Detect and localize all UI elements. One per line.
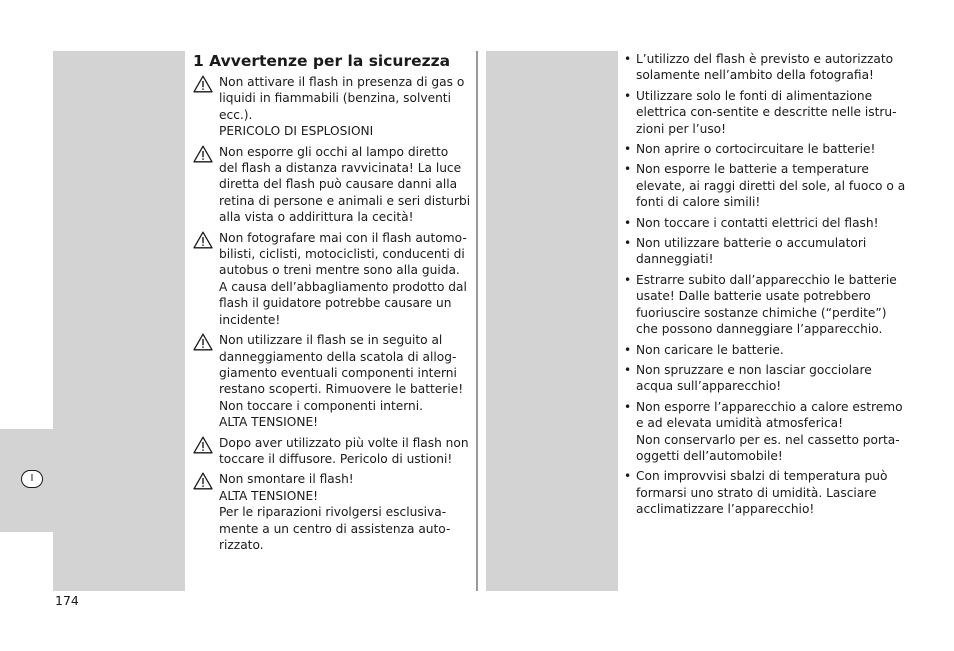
warning-triangle-icon [193, 231, 213, 249]
bullet-marker: • [624, 88, 632, 103]
warning-text-line: liquidi in fiammabili (benzina, solventi [219, 91, 451, 106]
warning-text-line: Non fotografare mai con il flash automo- [219, 230, 467, 245]
page-number: 174 [55, 593, 79, 608]
bullet-text-line: elevate, ai raggi diretti del sole, al fuoco o a [636, 178, 906, 193]
warning-text-line: ALTA TENSIONE! [219, 488, 319, 503]
warning-triangle-icon [193, 436, 213, 454]
bullet-item [624, 468, 906, 517]
bullet-marker: • [624, 236, 632, 251]
warning-text-line: Non toccare i componenti interni. [219, 398, 424, 413]
warning-text-line: autobus o treni mentre sono alla guida. [219, 263, 460, 278]
bullet-item [624, 88, 906, 137]
bullet-marker: • [624, 215, 632, 230]
warning-text-line: alla vista o addirittura la cecità! [219, 210, 414, 225]
warning-item [193, 230, 469, 328]
bullet-text-line: che possono danneggiare l’apparecchio. [636, 322, 883, 337]
warning-text-line: Non smontare il flash! [219, 472, 354, 487]
bullet-marker: • [624, 52, 632, 66]
language-badge: I [21, 470, 43, 488]
warning-triangle-icon [193, 75, 213, 93]
bullet-text-line: L’utilizzo del flash è previsto e autorizzato [636, 52, 894, 66]
warning-text-line: incidente! [219, 312, 281, 327]
bullet-text-line: Non toccare i contatti elettrici del flash! [636, 215, 879, 230]
warning-triangle-icon [193, 145, 213, 163]
warning-text-line: retina di persone e animali e seri disturbi [219, 193, 471, 208]
column-divider [476, 51, 478, 591]
bullet-item [624, 362, 906, 395]
bullet-text-line: solamente nell’ambito della fotografia! [636, 68, 874, 83]
bullet-text-line: danneggiati! [636, 252, 714, 267]
bullet-item [624, 161, 906, 210]
warning-text-line: bilisti, ciclisti, motociclisti, conducenti di [219, 247, 465, 262]
warning-item [193, 435, 469, 468]
bullet-item [624, 235, 906, 268]
warning-text-line: PERICOLO DI ESPLOSIONI [219, 124, 374, 139]
bullet-item [624, 51, 906, 84]
bullet-text-line: Non utilizzare batterie o accumulatori [636, 236, 867, 251]
warning-text-line: diretta del flash può causare danni alla [219, 177, 458, 192]
warning-text-line: mente a un centro di assistenza auto- [219, 521, 451, 536]
warning-item [193, 144, 469, 226]
section-title: 1 Avvertenze per la sicurezza [193, 52, 451, 70]
bullet-text-line: oggetti dell’automobile! [636, 448, 783, 463]
bullet-text-line: formarsi uno strato di umidità. Lasciare [636, 485, 877, 500]
warning-text-line: ecc.). [219, 107, 253, 122]
warning-triangle-icon [193, 333, 213, 351]
bullet-marker: • [624, 362, 632, 377]
bullet-text-line: usate! Dalle batterie usate potrebbero [636, 289, 871, 304]
bullets-list [624, 51, 906, 518]
warning-text-line: A causa dell’abbagliamento prodotto dal [219, 279, 467, 294]
warning-text-line: flash il guidatore potrebbe causare un [219, 296, 452, 311]
right-margin-panel [486, 51, 618, 591]
bullet-text-line: elettrica con-sentite e descritte nelle istru- [636, 105, 897, 120]
bullet-marker: • [624, 142, 632, 157]
bullet-marker: • [624, 469, 632, 484]
warning-text-line: Non esporre gli occhi al lampo diretto [219, 144, 449, 159]
safety-bullets-column [624, 51, 906, 522]
bullet-item [624, 399, 906, 465]
bullet-item [624, 215, 906, 231]
bullet-text-line: Non aprire o cortocircuitare le batterie! [636, 142, 876, 157]
warning-text-line: ALTA TENSIONE! [219, 415, 319, 430]
warning-text-line: danneggiamento della scatola di allog- [219, 349, 457, 364]
bullet-item [624, 272, 906, 338]
warning-item [193, 332, 469, 430]
warning-text-line: Non attivare il flash in presenza di gas o [219, 75, 465, 89]
bullet-item [624, 342, 906, 358]
bullet-text-line: Con improvvisi sbalzi di temperatura può [636, 469, 888, 484]
bullet-text-line: Utilizzare solo le fonti di alimentazione [636, 88, 873, 103]
warning-text-line: Non utilizzare il flash se in seguito al [219, 333, 443, 348]
bullet-text-line: fonti di calore simili! [636, 195, 761, 210]
warning-text-line: toccare il diffusore. Pericolo di ustioni! [219, 451, 453, 466]
bullet-text-line: Estrarre subito dall’apparecchio le batterie [636, 272, 897, 287]
bullet-text-line: fuoriuscire sostanze chimiche (“perdite”) [636, 305, 887, 320]
bullet-marker: • [624, 272, 632, 287]
warning-text-line: Per le riparazioni rivolgersi esclusiva- [219, 505, 447, 520]
bullet-text-line: Non esporre l’apparecchio a calore estremo [636, 399, 903, 414]
warning-item [193, 471, 469, 553]
left-margin-panel [53, 51, 185, 591]
bullet-text-line: Non caricare le batterie. [636, 342, 784, 357]
bullet-text-line: Non esporre le batterie a temperature [636, 162, 869, 177]
warning-text-line: giamento eventuali componenti interni [219, 365, 457, 380]
bullet-text-line: Non spruzzare e non lasciar gocciolare [636, 362, 872, 377]
safety-warnings-column [193, 52, 469, 557]
bullet-text-line: e ad elevata umidità atmosferica! [636, 416, 844, 431]
bullet-item [624, 141, 906, 157]
bullet-marker: • [624, 399, 632, 414]
bullet-marker: • [624, 162, 632, 177]
warning-text-line: rizzato. [219, 537, 264, 552]
warning-text-line: restano scoperti. Rimuovere le batterie! [219, 382, 464, 397]
warning-item [193, 74, 469, 140]
bullet-marker: • [624, 342, 632, 357]
warning-triangle-icon [193, 472, 213, 490]
warnings-list [193, 74, 469, 553]
bullet-text-line: zioni per l’uso! [636, 121, 727, 136]
bullet-text-line: Non conservarlo per es. nel cassetto porta- [636, 432, 900, 447]
warning-text-line: Dopo aver utilizzato più volte il flash non [219, 435, 469, 450]
warning-text-line: del flash a distanza ravvicinata! La luce [219, 161, 462, 176]
bullet-text-line: acqua sull’apparecchio! [636, 379, 782, 394]
bullet-text-line: acclimatizzare l’apparecchio! [636, 502, 815, 517]
